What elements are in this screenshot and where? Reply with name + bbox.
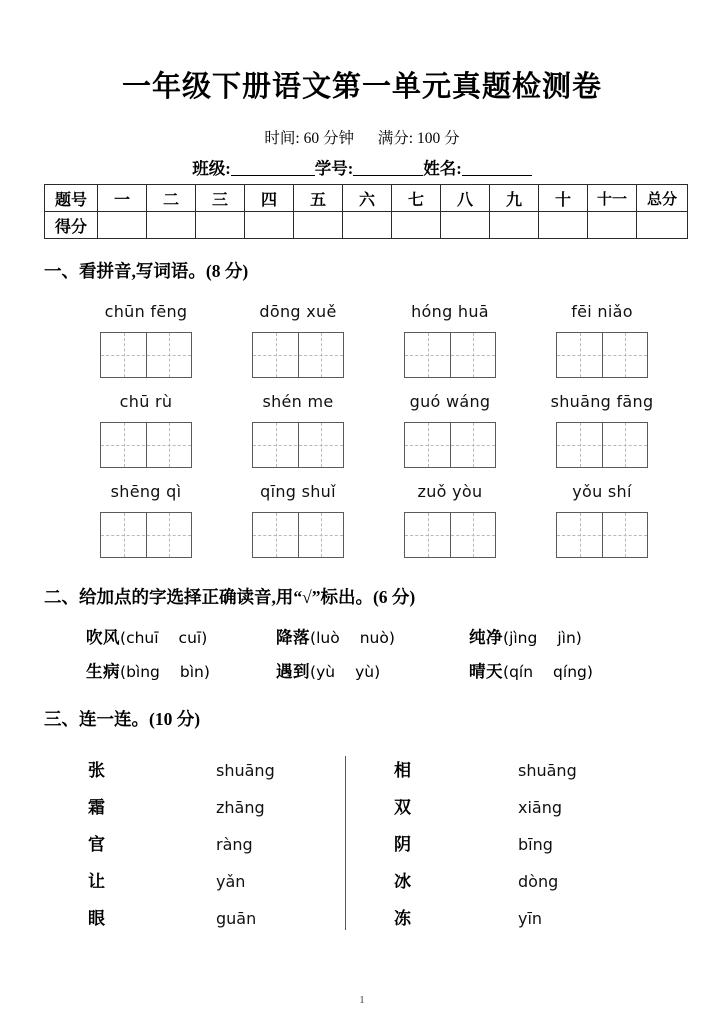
score-cell-9[interactable] — [490, 212, 539, 239]
choice-row — [86, 624, 686, 658]
grid-divider — [146, 333, 147, 377]
matching-column-divider — [345, 756, 346, 930]
match-pinyin[interactable]: shuāng — [518, 761, 577, 780]
pinyin-text: shēng qì — [110, 482, 182, 501]
choice-option-a[interactable]: luò — [316, 629, 340, 647]
grid-guide-vertical-right — [169, 513, 170, 557]
header-score: 得分 — [45, 212, 98, 239]
pinyin-text: yǒu shí — [572, 482, 632, 501]
score-cell-4[interactable] — [245, 212, 294, 239]
match-pinyin[interactable]: zhāng — [216, 798, 265, 817]
score-cell-8[interactable] — [441, 212, 490, 239]
score-cell-5[interactable] — [294, 212, 343, 239]
name-blank[interactable] — [462, 160, 532, 176]
section-2-heading: 二、给加点的字选择正确读音,用“√”标出。(6 分) — [44, 587, 416, 607]
match-character[interactable]: 让 — [88, 872, 105, 891]
pinyin-text: dōng xuě — [259, 302, 337, 321]
choice-option-b[interactable]: nuò — [359, 629, 389, 647]
grid-guide-vertical-right — [625, 423, 626, 467]
match-pinyin[interactable]: shuāng — [216, 761, 275, 780]
score-cell-3[interactable] — [196, 212, 245, 239]
match-character[interactable]: 眼 — [88, 909, 105, 928]
match-character[interactable]: 双 — [394, 798, 411, 817]
pinyin-item — [76, 300, 216, 378]
pinyin-item — [228, 390, 368, 468]
class-label: 班级: — [192, 159, 231, 178]
grid-guide-vertical-left — [124, 423, 125, 467]
matching-right-group — [366, 752, 666, 937]
grid-guide-vertical-left — [580, 333, 581, 377]
choice-word: 纯净 — [469, 628, 503, 647]
match-character[interactable]: 张 — [88, 761, 105, 780]
choice-option-b[interactable]: cuī — [178, 629, 202, 647]
match-character[interactable]: 相 — [394, 761, 411, 780]
grid-guide-vertical-right — [169, 333, 170, 377]
total-score-label: 满分: — [377, 130, 414, 147]
list-item — [44, 826, 344, 863]
question-col-1: 一 — [98, 185, 147, 212]
page-number: 1 — [359, 994, 365, 1006]
grid-divider — [450, 513, 451, 557]
section-1-heading: 一、看拼音,写词语。(8 分) — [44, 261, 249, 281]
match-character[interactable]: 霜 — [88, 798, 105, 817]
choice-item: 晴天(qín qíng) — [469, 662, 593, 681]
grid-guide-vertical-left — [428, 333, 429, 377]
match-character[interactable]: 阴 — [394, 835, 411, 854]
choice-option-b[interactable]: jìn — [557, 629, 576, 647]
grid-divider — [146, 513, 147, 557]
pinyin-item — [380, 390, 520, 468]
tianzige-writing-box[interactable] — [100, 332, 192, 378]
grid-guide-vertical-left — [124, 513, 125, 557]
match-pinyin[interactable]: yīn — [518, 909, 543, 928]
question-col-6: 六 — [343, 185, 392, 212]
question-col-2: 二 — [147, 185, 196, 212]
choice-item: 吹风(chuī cuī) — [86, 628, 208, 647]
grid-guide-vertical-right — [473, 333, 474, 377]
choice-option-a[interactable]: bìng — [126, 663, 160, 681]
grid-guide-vertical-left — [276, 423, 277, 467]
pinyin-item — [532, 390, 672, 468]
list-item — [44, 900, 344, 937]
match-pinyin[interactable]: yǎn — [216, 872, 246, 891]
time-value: 60 分钟 — [303, 130, 354, 147]
pinyin-row-2 — [76, 390, 688, 476]
score-cell-7[interactable] — [392, 212, 441, 239]
score-cell-1[interactable] — [98, 212, 147, 239]
grid-guide-vertical-right — [473, 423, 474, 467]
grid-guide-vertical-right — [625, 513, 626, 557]
grid-divider — [450, 333, 451, 377]
student-no-blank[interactable] — [353, 160, 423, 176]
match-pinyin[interactable]: guān — [216, 909, 257, 928]
list-item — [366, 789, 666, 826]
choice-word: 晴天 — [469, 662, 503, 681]
list-item — [44, 863, 344, 900]
pinyin-text: qīng shuǐ — [260, 482, 336, 501]
grid-divider — [146, 423, 147, 467]
choice-option-b[interactable]: bìn — [179, 663, 204, 681]
choice-word: 降落 — [276, 628, 310, 647]
list-item — [44, 789, 344, 826]
tianzige-writing-box[interactable] — [404, 512, 496, 558]
table-row-scores — [45, 212, 688, 239]
choice-item: 遇到(yù yù) — [276, 662, 381, 681]
choice-option-b[interactable]: yù — [355, 663, 375, 681]
pinyin-text: hóng huā — [411, 302, 489, 321]
list-item — [44, 752, 344, 789]
choice-row — [86, 658, 686, 692]
choice-word: 吹风 — [86, 628, 120, 647]
grid-divider — [298, 513, 299, 557]
grid-divider — [602, 333, 603, 377]
pinyin-text: zuǒ yòu — [417, 482, 483, 501]
match-pinyin[interactable]: ràng — [216, 835, 253, 854]
tianzige-writing-box[interactable] — [100, 512, 192, 558]
grid-guide-vertical-left — [428, 513, 429, 557]
pinyin-item — [76, 480, 216, 558]
pinyin-text: fēi niǎo — [571, 302, 633, 321]
score-cell-10[interactable] — [539, 212, 588, 239]
pinyin-text: chū rù — [119, 392, 173, 411]
question-col-10: 十 — [539, 185, 588, 212]
match-character[interactable]: 冻 — [394, 909, 411, 928]
match-pinyin[interactable]: xiāng — [518, 798, 563, 817]
grid-guide-vertical-right — [625, 333, 626, 377]
pinyin-row-3 — [76, 480, 688, 566]
score-cell-total[interactable] — [637, 212, 688, 239]
exam-meta-line — [0, 126, 724, 148]
tianzige-writing-box[interactable] — [100, 422, 192, 468]
section-2-items — [86, 624, 686, 692]
pinyin-item — [532, 480, 672, 558]
choice-option-a[interactable]: chuī — [126, 629, 159, 647]
section-3-matching — [44, 752, 684, 934]
choice-item: 生病(bìng bìn) — [86, 662, 210, 681]
grid-divider — [602, 513, 603, 557]
choice-word: 遇到 — [276, 662, 310, 681]
time-label: 时间: — [264, 130, 300, 147]
grid-guide-vertical-left — [276, 513, 277, 557]
grid-divider — [450, 423, 451, 467]
question-col-8: 八 — [441, 185, 490, 212]
question-col-11: 十一 — [588, 185, 637, 212]
grid-guide-vertical-left — [124, 333, 125, 377]
choice-word: 生病 — [86, 662, 120, 681]
choice-option-a[interactable]: jìng — [509, 629, 538, 647]
grid-divider — [602, 423, 603, 467]
choice-option-b[interactable]: qíng — [553, 663, 587, 681]
question-col-5: 五 — [294, 185, 343, 212]
tianzige-writing-box[interactable] — [252, 422, 344, 468]
list-item — [366, 863, 666, 900]
grid-guide-vertical-left — [428, 423, 429, 467]
name-label: 姓名: — [423, 159, 462, 178]
grid-guide-vertical-right — [321, 513, 322, 557]
score-cell-2[interactable] — [147, 212, 196, 239]
match-character[interactable]: 官 — [88, 835, 105, 854]
section-3-heading: 三、连一连。(10 分) — [44, 709, 201, 729]
list-item — [366, 752, 666, 789]
matching-left-group — [44, 752, 344, 937]
grid-guide-vertical-right — [169, 423, 170, 467]
total-score-value: 100 分 — [416, 130, 460, 147]
question-col-7: 七 — [392, 185, 441, 212]
pinyin-item — [380, 480, 520, 558]
pinyin-item — [76, 390, 216, 468]
grid-guide-vertical-left — [580, 513, 581, 557]
score-cell-11[interactable] — [588, 212, 637, 239]
match-pinyin[interactable]: bīng — [518, 835, 553, 854]
page-title: 一年级下册语文第一单元真题检测卷 — [121, 69, 602, 103]
tianzige-writing-box[interactable] — [404, 332, 496, 378]
match-pinyin[interactable]: dòng — [518, 872, 559, 891]
tianzige-writing-box[interactable] — [404, 422, 496, 468]
choice-option-a[interactable]: yù — [316, 663, 336, 681]
list-item — [366, 826, 666, 863]
tianzige-writing-box[interactable] — [556, 512, 648, 558]
tianzige-writing-box[interactable] — [556, 332, 648, 378]
question-col-total: 总分 — [637, 185, 688, 212]
score-cell-6[interactable] — [343, 212, 392, 239]
question-col-3: 三 — [196, 185, 245, 212]
score-table — [44, 184, 688, 239]
pinyin-item — [380, 300, 520, 378]
student-info-line — [0, 155, 724, 179]
tianzige-writing-box[interactable] — [252, 512, 344, 558]
list-item — [366, 900, 666, 937]
question-col-4: 四 — [245, 185, 294, 212]
grid-guide-vertical-right — [473, 513, 474, 557]
class-blank[interactable] — [231, 160, 315, 176]
choice-option-a[interactable]: qín — [509, 663, 534, 681]
table-row-question-numbers — [45, 185, 688, 212]
match-character[interactable]: 冰 — [394, 872, 411, 891]
pinyin-text: guó wáng — [409, 392, 491, 411]
choice-item: 降落(luò nuò) — [276, 628, 395, 647]
tianzige-writing-box[interactable] — [252, 332, 344, 378]
grid-divider — [298, 423, 299, 467]
grid-guide-vertical-left — [276, 333, 277, 377]
pinyin-text: shuāng fāng — [550, 392, 654, 411]
pinyin-item — [228, 480, 368, 558]
grid-guide-vertical-left — [580, 423, 581, 467]
pinyin-item — [532, 300, 672, 378]
grid-guide-vertical-right — [321, 423, 322, 467]
header-question-no: 题号 — [45, 185, 98, 212]
pinyin-row-1 — [76, 300, 688, 386]
pinyin-text: chūn fēng — [104, 302, 188, 321]
question-col-9: 九 — [490, 185, 539, 212]
student-no-label: 学号: — [314, 159, 354, 178]
pinyin-text: shén me — [262, 392, 334, 411]
choice-item: 纯净(jìng jìn) — [469, 628, 582, 647]
grid-guide-vertical-right — [321, 333, 322, 377]
grid-divider — [298, 333, 299, 377]
pinyin-item — [228, 300, 368, 378]
tianzige-writing-box[interactable] — [556, 422, 648, 468]
